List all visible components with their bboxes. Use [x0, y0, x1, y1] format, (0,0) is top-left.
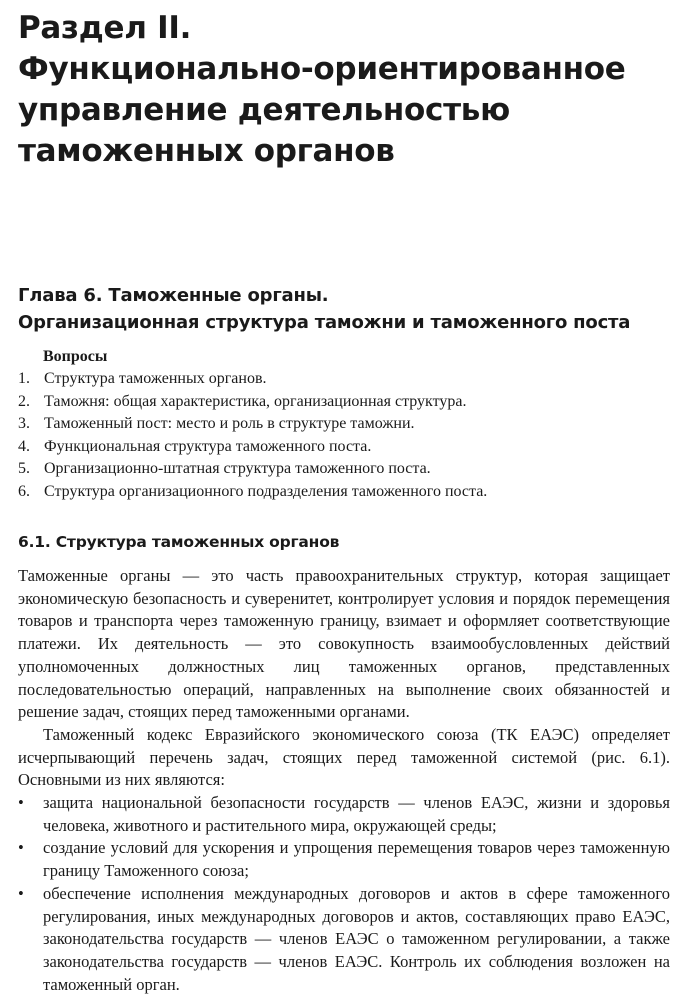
question-text: Структура организационного подразделения таможенного поста. — [44, 482, 488, 500]
bullet-text: защита национальной безопасности государств — членов ЕАЭС, жизни и здоровья человека, животного и растительного мира, окружающей среды; — [43, 793, 670, 835]
question-number: 3. — [18, 415, 30, 432]
questions-list — [18, 368, 670, 503]
question-item — [18, 458, 670, 481]
question-item — [18, 436, 670, 459]
bullet-text: обеспечение исполнения международных договоров и актов в сфере таможенного регулирования, иных международных договоров и актов, составляющих право ЕАЭС, законодательства государств — членов ЕАЭС о таможенном регулировании, а также законодательства государств — членов ЕАЭС. Контроль их соблюдения возложен на таможенный орган. — [43, 883, 670, 994]
question-number: 1. — [18, 370, 30, 387]
question-text: Таможня: общая характеристика, организационная структура. — [44, 392, 467, 410]
question-item — [18, 481, 670, 504]
section-title-line: Раздел II. — [18, 10, 192, 46]
chapter-title-line: Организационная структура таможни и таможенного поста — [18, 312, 631, 333]
bullet-icon: • — [18, 793, 24, 813]
section-title-line: таможенных органов — [18, 133, 395, 169]
body-paragraph: Таможенные органы — это часть правоохранительных структур, которая защищает экономическую безопасность и суверенитет, контролирует условия и порядок перемещения товаров и транспорта через таможенную границу, взимает и оформляет соответствующие платежи. Их деятельность — это совокупность взаимообусловленных действий уполномоченных должностных лиц таможенных органов, представленных последовательностью операций, направленных на выполнение своих обязанностей и решение задач, стоящих перед таможенными органами. — [18, 566, 670, 722]
question-text: Организационно-штатная структура таможенного поста. — [44, 460, 431, 477]
subsection-title: 6.1. Структура таможенных органов — [18, 533, 340, 551]
bullet-text: создание условий для ускорения и упрощения перемещения товаров через таможенную границу Таможенного союза; — [43, 838, 670, 881]
bullet-icon: • — [18, 883, 24, 903]
question-item — [18, 413, 670, 436]
bullet-icon: • — [18, 838, 24, 858]
question-text: Структура таможенных органов. — [44, 370, 267, 387]
questions-heading: Вопросы — [43, 348, 108, 365]
section-title — [18, 8, 670, 172]
question-item — [18, 391, 670, 414]
question-text: Функциональная структура таможенного поста. — [44, 437, 372, 455]
section-title-line: управление деятельностью — [18, 92, 510, 128]
bullet-item — [18, 883, 670, 996]
question-text: Таможенный пост: место и роль в структуре таможни. — [44, 415, 415, 432]
body-paragraph: Таможенный кодекс Евразийского экономического союза (ТК ЕАЭС) определяет исчерпывающий перечень задач, стоящих перед таможенной системой (рис. 6.1). Основными из них являются: — [18, 724, 670, 790]
chapter-title — [18, 282, 670, 336]
section-title-line: Функционально-ориентированное — [18, 51, 626, 87]
document-page — [18, 8, 670, 996]
question-number: 5. — [18, 460, 30, 477]
question-number: 2. — [18, 392, 30, 410]
chapter-title-line: Глава 6. Таможенные органы. — [18, 285, 329, 306]
bullet-item — [18, 837, 670, 882]
bullet-list — [18, 792, 670, 996]
question-item — [18, 368, 670, 391]
question-number: 6. — [18, 482, 30, 500]
question-number: 4. — [18, 437, 30, 455]
bullet-item — [18, 792, 670, 837]
